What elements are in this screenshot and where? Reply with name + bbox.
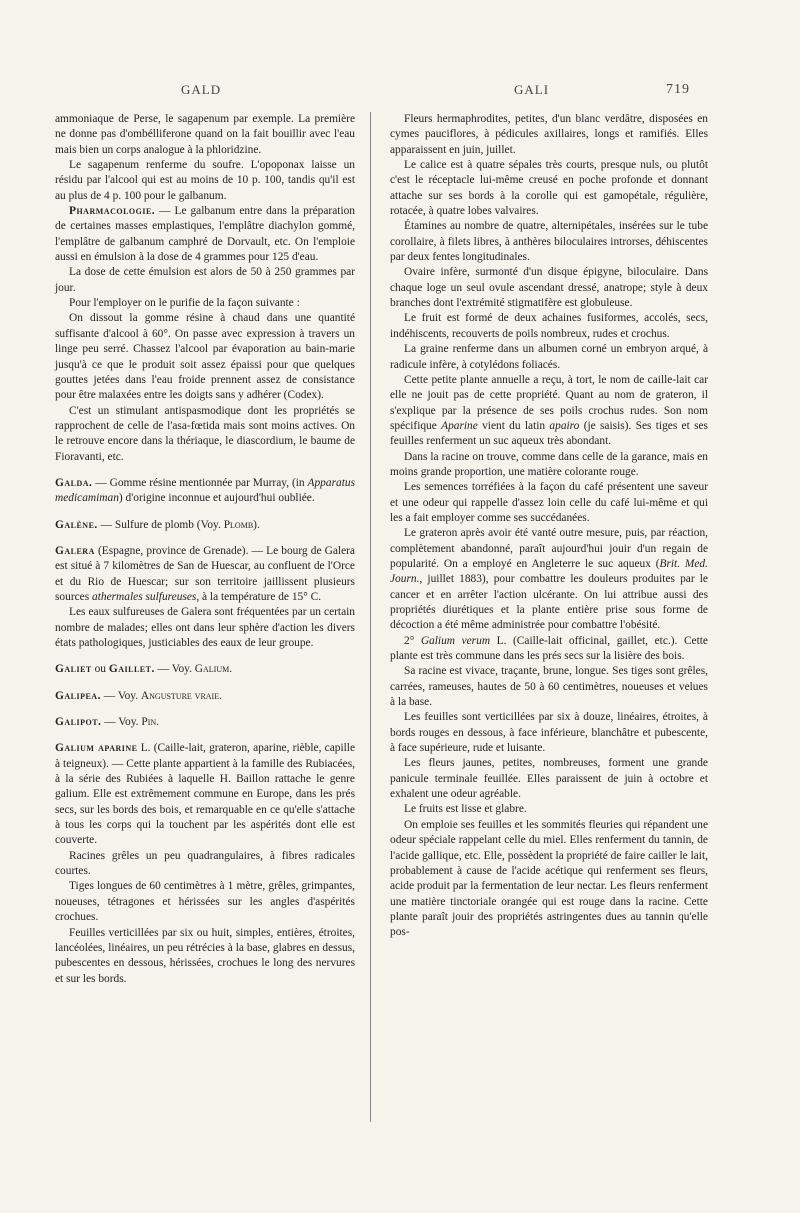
entry-term: Galipot. — [55, 716, 102, 729]
paragraph: Étamines au nombre de quatre, alternipétales, insérées sur le tube corollaire, à filets libres, à anthères biloculaires introrses, déhiscentes par deux fentes longitudinales. — [390, 220, 708, 264]
paragraph-text: Le grateron après avoir été vanté outre mesure, puis, par réaction, complètement abandonné, paraît aujourd'hui jouir d'un regain de popularité. On a employé en Angleterre le suc aqueux ( — [390, 527, 708, 570]
species-name: Aparine — [441, 419, 478, 432]
entry-galipot — [55, 715, 355, 730]
entry-text: . — [219, 689, 222, 702]
paragraph-text: vient du latin — [477, 419, 550, 432]
cross-reference: Pin — [141, 716, 157, 729]
right-column — [390, 112, 708, 941]
paragraph: Le calice est à quatre sépales très courts, presque nuls, ou plutôt c'est le réceptacle lui-même creusé en poche profonde et donnant attache sur ses bords à la corolle qui est gamopétale, régulière, rotacée, à quatre lobes valvaires. — [390, 159, 708, 218]
paragraph: Ovaire infère, surmonté d'un disque épigyne, biloculaire. Dans chaque loge un seul ovule ascendant dressé, anatrope; style à deux branches dont l'extrémité stigmatifère est globuleuse. — [390, 266, 708, 310]
entry-term: Pharmacologie. — [69, 205, 156, 218]
paragraph: C'est un stimulant antispasmodique dont les propriétés se rapprochent de celle de l'asa-fœtida mais sont moins actives. On le retrouve encore dans la thériaque, le diascordium, le baume de Fioravanti, etc. — [55, 404, 355, 463]
entry-text: . — [156, 716, 160, 729]
entry-term: Galda. — [55, 476, 93, 489]
latin-word: apairo — [549, 419, 580, 432]
page-number: 719 — [666, 82, 690, 97]
entry-text: — Sulfure de plomb (Voy. — [97, 518, 224, 531]
paragraph-text: , juillet 1883), pour combattre les douleurs produites par le cancer et en arrêter l'action ulcérante. On lui attribue aussi des propriétés diurétiques et la plante entière prise sous forme de décoction a été même administrée pour combattre l'obésité. — [390, 573, 708, 632]
entry-galiet — [55, 662, 355, 677]
paragraph: On dissout la gomme résine à chaud dans une quantité suffisante d'alcool à 60°. On passe avec expression à travers un linge peu serré. Chassez l'alcool par évaporation au bain-marie jusqu'à ce que le produit soit assez épaissi pour que quelques gouttes jetées dans l'eau froide prennent assez de consistance pour être malaxées entre les doigts sans y adhérer (Codex). — [55, 312, 355, 402]
paragraph: Sa racine est vivace, traçante, brune, longue. Ses tiges sont grêles, carrées, rameuses, hautes de 50 à 60 centimètres, noueuses et velues à la base. — [390, 665, 708, 709]
column-divider — [370, 112, 371, 1122]
entry-galera — [55, 544, 355, 605]
paragraph — [390, 373, 708, 450]
entry-text: L. (Caille-lait, grateron, aparine, rièble, capille à teigneux). — Cette plante appartient à la famille des Rubiacées, à la série des Rubiées à laquelle H. Baillon rattache le genre galium. Elle est extrêmement commune en Europe, dans les prés secs, sur les bords des bois, et remarquable en ce qu'elle s'attache à tous les corps qui la touchent par les aspérités dont elle est couverte. — [55, 742, 355, 847]
paragraph: Racines grêles un peu quadrangulaires, à fibres radicales courtes. — [55, 849, 355, 878]
paragraph — [55, 204, 355, 265]
paragraph: Pour l'employer on le purifie de la façon suivante : — [69, 297, 300, 310]
entry-term: Galène. — [55, 518, 98, 531]
paragraph: La graine renferme dans un albumen corné un embryon arqué, à radicule infère, à cotylédons foliacés. — [390, 343, 708, 371]
paragraph: Les eaux sulfureuses de Galera sont fréquentées par un certain nombre de malades; elles ont dans leur sphère d'action les divers états pathologiques, justiciables des eaux de leur groupe. — [55, 606, 355, 649]
entry-text: ) d'origine inconnue et aujourd'hui oubliée. — [118, 492, 315, 505]
paragraph: Le sagapenum renferme du soufre. L'opoponax laisse un résidu par l'alcool qui est au moins de 10 p. 100, tandis qu'il est au plus de 4 p. 100 pour le galbanum. — [55, 159, 355, 202]
paragraph-text: (je saisis). Ses tiges et ses feuilles renferment un suc aqueux très abondant. — [390, 419, 708, 448]
paragraph-text: — Le galbanum entre dans la préparation de certaines masses emplastiques, l'emplâtre diachylon gommé, l'emplâtre de galbanum camphré de Dorvault, etc. On l'emploie aussi en émulsion à la dose de 4 grammes pour 125 d'eau. — [55, 205, 355, 264]
entry-text: — Gomme résine mentionnée par Murray, (in — [92, 476, 308, 489]
entry-text: — Voy. — [101, 716, 142, 729]
entry-italic: Apparatus medicamiman — [55, 476, 355, 505]
species-name: Galium verum — [420, 634, 491, 647]
paragraph: Le fruits est lisse et glabre. — [404, 803, 527, 816]
cross-reference: Angusture vraie — [140, 689, 220, 702]
entry-term: Galium aparine — [55, 742, 138, 755]
entry-galipea — [55, 689, 355, 704]
paragraph-text: 2° — [404, 634, 421, 647]
entry-term: Galipea. — [55, 689, 101, 702]
paragraph: Tiges longues de 60 centimètres à 1 mètre, grêles, grimpantes, noueuses, tétragones et hérissées sur les angles d'aspérités crochues. — [55, 880, 355, 924]
paragraph — [390, 634, 708, 665]
entry-text: . — [229, 663, 233, 676]
entry-italic: athermales sulfureuses — [92, 590, 197, 603]
cross-reference: Galium — [194, 663, 230, 676]
journal-title: Brit. Med. Journ. — [390, 557, 708, 586]
running-head-right: GALI — [514, 82, 550, 97]
paragraph: Feuilles verticillées par six ou huit, simples, entières, étroites, lancéolées, linéaires, un peu rétrécies à la base, glabres en dessus, pubescentes en dessous, hérissées, crochues le long des nervures et sur les bords. — [55, 926, 355, 985]
running-head-left: GALD — [181, 82, 222, 97]
entry-galda — [55, 476, 355, 507]
paragraph-text: Cette petite plante annuelle a reçu, à tort, le nom de caille-lait car elle ne jouit pas de cette propriété. Quant au nom de grateron, il s'explique par la présence de ses poils crochus rudes. Son nom spécifique — [390, 373, 708, 432]
entry-galium-aparine — [55, 741, 355, 848]
entry-term: Gaillet. — [108, 663, 155, 676]
paragraph: Dans la racine on trouve, comme dans celle de la garance, mais en moins grande proportion, une matière colorante rouge. — [390, 450, 708, 478]
entry-galene — [55, 518, 355, 533]
paragraph: Les semences torréfiées à la façon du café présentent une saveur et une odeur qui rappelle d'assez loin celle du café lui-même et qui les a fait employer comme ses succédanées. — [390, 481, 708, 524]
entry-text: ). — [253, 518, 260, 531]
paragraph — [390, 526, 708, 633]
paragraph: On emploie ses feuilles et les sommités fleuries qui répandent une odeur spéciale rappelant celle du miel. Elles renferment du tannin, de l'acide gallique, etc. Elle, possèdent la propriété de faire cailler le lait, probablement à cause de l'acide acétique qui renferment ses fleurs, acide produit par la fermentation de leur nectar. Les fleurs renferment une matière tinctoriale orangée qui est rouge dans la racine. Cette plante paraît jouir des propriétés astringentes dues au tannin qu'elle pos- — [390, 818, 708, 939]
entry-text: (Espagne, province de Grenade). — Le bourg de Galera est situé à 7 kilomètres de San de Huescar, au confluent de l'Orce et du Rio de Huescar; sur son territoire jaillissent plusieurs sources — [55, 544, 355, 603]
entry-text: , à la température de 15° C. — [196, 590, 322, 603]
paragraph: ammoniaque de Perse, le sagapenum par exemple. La première ne donne pas d'ombélliferone quand on la fait bouillir avec l'eau mais bien un corps analogue à la phloridzine. — [55, 113, 355, 156]
paragraph: Les feuilles sont verticillées par six à douze, linéaires, étroites, à bords rouges en dessous, à face inférieure, blanchâtre et pubescente, à face supérieure, rude et luisante. — [390, 711, 708, 755]
paragraph: Fleurs hermaphrodites, petites, d'un blanc verdâtre, disposées en cymes pauciflores, à pédicules axillaires, longs et ramifiés. Elles apparaissent en juin, juillet. — [390, 113, 708, 156]
paragraph: Les fleurs jaunes, petites, nombreuses, forment une grande panicule terminale feuillée. Elles paraissent de juin à octobre et exhalent une odeur agréable. — [390, 757, 708, 801]
paragraph: La dose de cette émulsion est alors de 50 à 250 grammes par jour. — [55, 266, 355, 294]
paragraph-text: L. (Caille-lait officinal, gaillet, etc.). Cette plante est très commune dans les prés secs sur la lisière des bois. — [390, 634, 708, 663]
entry-term: Galera — [55, 544, 95, 557]
left-column — [55, 112, 355, 987]
entry-text: — Voy. — [154, 663, 195, 676]
cross-reference: Plomb — [223, 518, 254, 531]
entry-text: ou — [91, 663, 109, 676]
entry-text: — Voy. — [100, 689, 141, 702]
entry-term: Galiet — [55, 663, 92, 676]
paragraph: Le fruit est formé de deux achaines fusiformes, accolés, secs, indéhiscents, recouverts de poils nombreux, rudes et crochus. — [390, 312, 708, 340]
